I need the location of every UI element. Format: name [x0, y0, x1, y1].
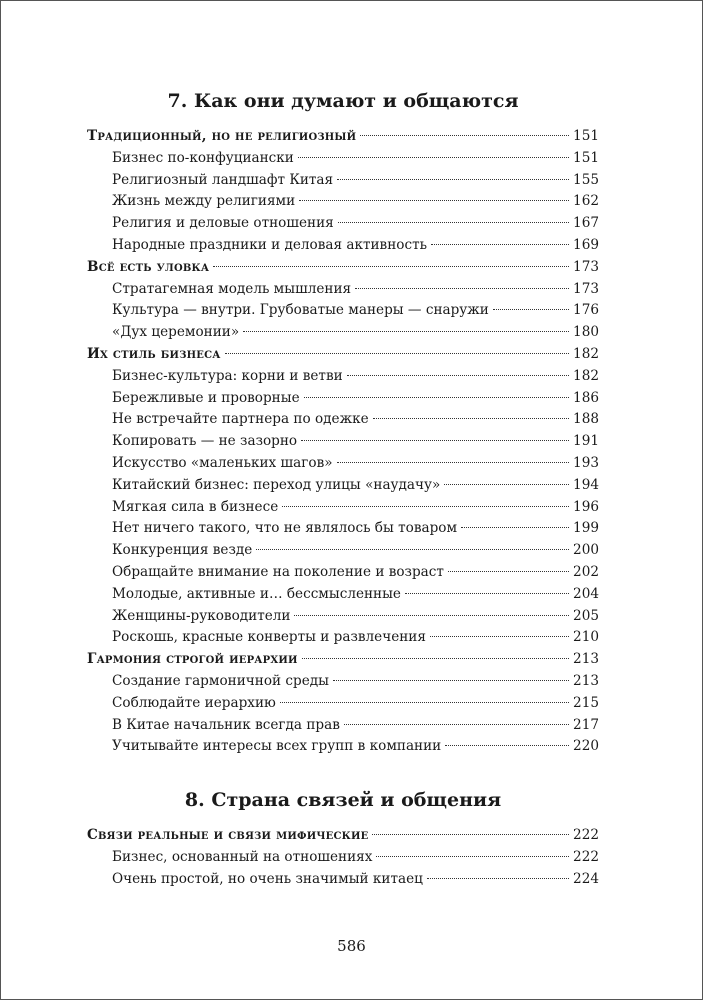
toc-page-number: 182 — [573, 367, 599, 384]
toc-entry — [87, 322, 599, 344]
dot-leader — [301, 440, 569, 441]
toc-page-number: 217 — [573, 716, 599, 733]
dot-leader — [337, 462, 569, 463]
toc-entry-title: Женщины-руководители — [112, 607, 291, 624]
toc-page-number: 186 — [573, 389, 599, 406]
dot-leader — [299, 200, 569, 201]
toc-entry-title: Не встречайте партнера по одежке — [112, 411, 369, 428]
toc-section-heading — [87, 257, 599, 279]
toc-page-number: 215 — [573, 694, 599, 711]
dot-leader — [445, 745, 569, 746]
chapter-title: 7. Как они думают и общаются — [167, 90, 519, 112]
toc-entry — [87, 213, 599, 235]
toc-entry-title: Всё есть уловка — [87, 258, 210, 275]
dot-leader — [256, 549, 569, 550]
toc-entry-title: Жизнь между религиями — [112, 193, 296, 210]
toc-entry — [87, 409, 599, 431]
toc-entry-title: В Китае начальник всегда прав — [112, 716, 340, 733]
toc-entry — [87, 235, 599, 257]
dot-leader — [243, 331, 569, 332]
toc-section-heading — [87, 344, 599, 366]
toc-section-heading — [87, 649, 599, 671]
toc-page-number: 173 — [573, 258, 599, 275]
toc-page-number: 155 — [573, 171, 599, 188]
toc-entry-title: Китайский бизнес: переход улицы «наудачу» — [112, 476, 441, 493]
toc-page-number: 180 — [573, 324, 599, 341]
toc-entry — [87, 518, 599, 540]
dot-leader — [372, 834, 569, 835]
toc-page-number: 162 — [573, 193, 599, 210]
dot-leader — [431, 244, 569, 245]
toc-page-number: 200 — [573, 542, 599, 559]
toc-entry-title: Традиционный, но не религиозный — [87, 128, 357, 144]
toc-entry — [87, 715, 599, 737]
dot-leader — [304, 397, 569, 398]
toc-page-number: 151 — [573, 128, 599, 144]
dot-leader — [376, 856, 569, 857]
toc-section-heading — [87, 825, 599, 847]
toc-entry-title: Культура — внутри. Грубоватые манеры — снаружи — [112, 302, 489, 319]
toc-page-number: 210 — [573, 629, 599, 646]
page-number: 586 — [337, 937, 366, 955]
toc-entry-title: Очень простой, но очень значимый китаец — [112, 870, 423, 887]
toc-entry-title: Бизнес, основанный на отношениях — [112, 848, 373, 865]
toc-page-number: 173 — [573, 280, 599, 297]
toc-entry-title: Связи реальные и связи мифические — [87, 827, 369, 843]
toc-entry — [87, 366, 599, 388]
toc-entry — [87, 475, 599, 497]
dot-leader — [298, 157, 569, 158]
toc-page-number: 196 — [573, 498, 599, 515]
toc-entry — [87, 693, 599, 715]
toc-entry-title: Молодые, активные и… бессмысленные — [112, 585, 401, 602]
dot-leader — [333, 680, 569, 681]
dot-leader — [280, 702, 569, 703]
dot-leader — [338, 222, 569, 223]
toc-page-number: 202 — [573, 563, 599, 580]
toc-entry — [87, 671, 599, 693]
toc-entry-title: Искусство «маленьких шагов» — [112, 454, 333, 471]
dot-leader — [347, 375, 569, 376]
toc-entry-title: Обращайте внимание на поколение и возраст — [112, 563, 444, 580]
dot-leader — [444, 484, 569, 485]
dot-leader — [213, 266, 569, 267]
toc-entry — [87, 847, 599, 869]
toc-entry — [87, 279, 599, 301]
toc-entry — [87, 497, 599, 519]
toc-page-number: 205 — [573, 607, 599, 624]
toc-page-number: 222 — [573, 848, 599, 865]
dot-leader — [493, 309, 569, 310]
toc-page-number: 213 — [573, 651, 599, 668]
toc-page-number: 188 — [573, 411, 599, 428]
toc-entry-title: Их стиль бизнеса — [87, 345, 221, 362]
toc-entry — [87, 606, 599, 628]
dot-leader — [355, 288, 569, 289]
toc-entry-title: Стратагемная модель мышления — [112, 280, 352, 297]
dot-leader — [225, 353, 569, 354]
toc-entry — [87, 191, 599, 213]
toc-entry-title: Бережливые и проворные — [112, 389, 300, 406]
toc-entry-title: Мягкая сила в бизнесе — [112, 498, 279, 515]
toc-page-number: 169 — [573, 236, 599, 253]
toc-entry — [87, 453, 599, 475]
toc-entry-title: Роскошь, красные конверты и развлечения — [112, 629, 426, 646]
dot-leader — [448, 571, 569, 572]
toc-entry-title: Религия и деловые отношения — [112, 215, 334, 232]
toc-entry-title: «Дух церемонии» — [112, 324, 240, 341]
toc-page-number: 191 — [573, 433, 599, 450]
chapter-7-section — [87, 87, 599, 758]
toc-entry — [87, 431, 599, 453]
toc-entry-title: Бизнес по-конфуциански — [112, 149, 294, 166]
toc-page-number: 151 — [573, 149, 599, 166]
toc-entry — [87, 388, 599, 410]
toc-entry-title: Соблюдайте иерархию — [112, 694, 276, 711]
toc-entry — [87, 170, 599, 192]
toc-page-number: 213 — [573, 672, 599, 689]
toc-section-heading — [87, 126, 599, 148]
toc-entry — [87, 869, 599, 891]
chapter-8-section — [87, 786, 599, 890]
toc-entry — [87, 540, 599, 562]
chapter-title: 8. Страна связей и общения — [184, 789, 502, 811]
toc-page-number: 222 — [573, 827, 599, 843]
toc-entry — [87, 584, 599, 606]
dot-leader — [282, 506, 569, 507]
toc-page-number: 224 — [573, 870, 599, 887]
dot-leader — [430, 636, 569, 637]
toc-page-number: 193 — [573, 454, 599, 471]
toc-entry-title: Бизнес-культура: корни и ветви — [112, 367, 343, 384]
toc-page-number: 167 — [573, 215, 599, 232]
toc-entry-title: Религиозный ландшафт Китая — [112, 171, 334, 188]
toc-entry — [87, 148, 599, 170]
dot-leader — [337, 179, 569, 180]
dot-leader — [373, 418, 569, 419]
toc-entry-title: Гармония строгой иерархии — [87, 651, 298, 668]
dot-leader — [360, 135, 569, 136]
toc-list — [87, 126, 599, 758]
toc-page-number: 194 — [573, 476, 599, 493]
toc-entry — [87, 562, 599, 584]
toc-entry-title: Копировать — не зазорно — [112, 433, 298, 450]
toc-entry-title: Создание гармоничной среды — [112, 672, 329, 689]
toc-entry — [87, 300, 599, 322]
dot-leader — [344, 724, 569, 725]
toc-page-number: 204 — [573, 585, 599, 602]
toc-page-number: 220 — [573, 738, 599, 755]
dot-leader — [427, 878, 569, 879]
toc-page-number: 199 — [573, 520, 599, 537]
toc-page-number: 182 — [573, 345, 599, 362]
toc-entry-title: Конкуренция везде — [112, 542, 253, 559]
toc-entry — [87, 627, 599, 649]
toc-list — [87, 825, 599, 890]
toc-entry-title: Учитывайте интересы всех групп в компании — [112, 738, 442, 755]
dot-leader — [461, 527, 569, 528]
dot-leader — [302, 658, 569, 659]
toc-entry-title: Нет ничего такого, что не являлось бы товаром — [112, 520, 458, 537]
toc-entry — [87, 736, 599, 758]
toc-entry-title: Народные праздники и деловая активность — [112, 236, 427, 253]
dot-leader — [405, 593, 569, 594]
dot-leader — [294, 615, 569, 616]
toc-page-number: 176 — [573, 302, 599, 319]
